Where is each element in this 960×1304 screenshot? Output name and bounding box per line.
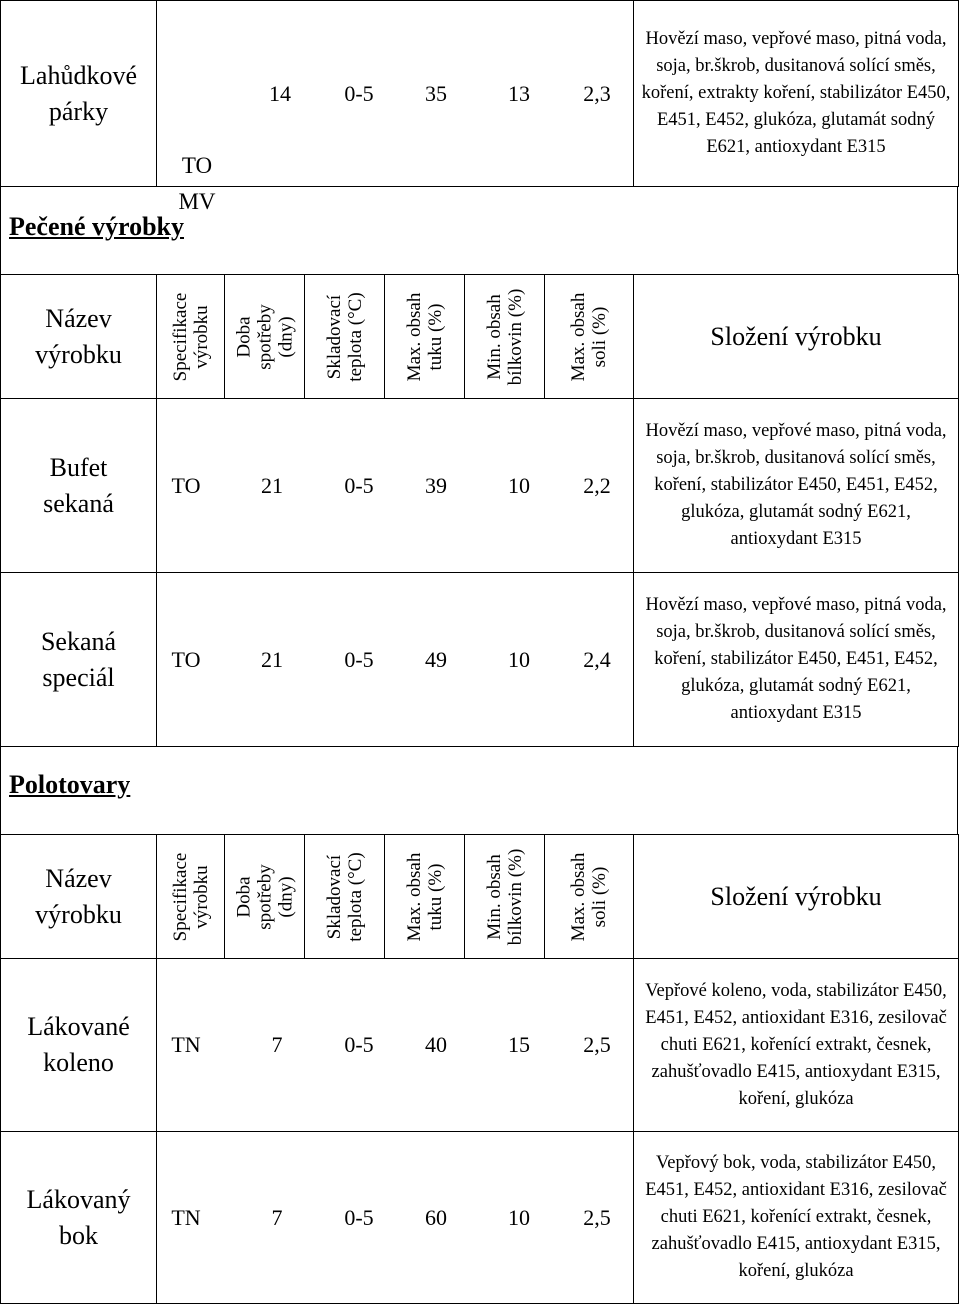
header-spec-line1: Specifikace bbox=[169, 292, 191, 381]
composition-cell: Hovězí maso, vepřové maso, pitná voda, soja, br.škrob, dusitanová solící směs, koření, stabilizátor E450, E451, E452, glukóza, glutamát sodný E621, antioxydant E315 bbox=[634, 573, 959, 747]
header-doba-line2: spotřeby bbox=[254, 303, 275, 370]
header-tuk-line2: tuku (%) bbox=[424, 863, 446, 931]
header-name-line1: Název bbox=[45, 863, 112, 893]
spec-value: TN bbox=[171, 1204, 201, 1230]
header-composition: Složení výrobku bbox=[634, 835, 959, 959]
product-name-line1: Lákované bbox=[27, 1012, 130, 1041]
product-name-line1: Bufet bbox=[49, 452, 108, 482]
header-spec-line2: výrobku bbox=[190, 304, 212, 369]
composition-cell: Vepřový bok, voda, stabilizátor E450, E451, E452, antioxidant E316, zesilovač chuti E621, kořenící extrakt, česnek, zahušťovadlo E415, antioxydant E315, koření, glukóza bbox=[634, 1132, 959, 1304]
storage-temp-value: 0-5 bbox=[344, 1032, 374, 1057]
header-row bbox=[1, 835, 959, 959]
header-product-name bbox=[1, 835, 157, 959]
protein-value: 13 bbox=[508, 80, 530, 106]
table-row bbox=[1, 959, 959, 1132]
protein-value: 10 bbox=[508, 472, 530, 498]
spec-value: TO bbox=[171, 646, 201, 672]
composition-cell: Hovězí maso, vepřové maso, pitná voda, soja, br.škrob, dusitanová solící směs, koření, stabilizátor E450, E451, E452, glukóza, glutamát sodný E621, antioxydant E315 bbox=[634, 399, 959, 573]
header-sul-line1: Max. obsah bbox=[568, 292, 589, 381]
product-name-line2: párky bbox=[48, 96, 109, 126]
values-cell bbox=[157, 1132, 634, 1304]
header-storage-temp bbox=[305, 275, 385, 399]
storage-temp-value: 0-5 bbox=[344, 80, 374, 106]
header-tuk-line1: Max. obsah bbox=[403, 852, 425, 941]
table-row bbox=[1, 399, 959, 573]
header-name-line2: výrobku bbox=[35, 899, 122, 929]
header-tuk-line1: Max. obsah bbox=[403, 292, 425, 381]
header-product-name bbox=[1, 275, 157, 399]
spec-value-line2: MV bbox=[178, 188, 216, 214]
header-tepl-line2: teplota (°C) bbox=[344, 851, 366, 942]
header-doba-line3: (dny) bbox=[275, 315, 296, 358]
product-name-line2: speciál bbox=[42, 662, 115, 692]
spec-value: TN bbox=[171, 1032, 201, 1057]
header-bil-line1: Min. obsah bbox=[483, 853, 505, 940]
salt-value: 2,2 bbox=[583, 472, 611, 498]
header-doba-line2: spotřeby bbox=[254, 863, 275, 930]
shelf-life-value: 21 bbox=[261, 646, 283, 672]
header-tuk-line2: tuku (%) bbox=[424, 303, 446, 371]
salt-value: 2,5 bbox=[583, 1204, 611, 1230]
header-min-protein bbox=[465, 835, 545, 959]
header-spec-line1: Specifikace bbox=[169, 852, 191, 941]
shelf-life-value: 14 bbox=[269, 80, 291, 106]
header-max-fat bbox=[385, 275, 465, 399]
fat-value: 35 bbox=[425, 80, 447, 106]
header-max-salt bbox=[545, 275, 634, 399]
protein-value: 10 bbox=[508, 646, 530, 672]
header-shelf-life bbox=[225, 835, 305, 959]
product-name-cell bbox=[1, 573, 157, 747]
header-doba-line1: Doba bbox=[233, 875, 254, 918]
header-name-line1: Název bbox=[45, 303, 112, 333]
protein-value: 15 bbox=[508, 1032, 530, 1057]
shelf-life-value: 21 bbox=[261, 472, 283, 498]
storage-temp-value: 0-5 bbox=[344, 646, 374, 672]
product-name-cell bbox=[1, 1132, 157, 1304]
header-doba-line1: Doba bbox=[233, 315, 254, 358]
header-specification bbox=[157, 835, 225, 959]
header-max-fat bbox=[385, 835, 465, 959]
salt-value: 2,4 bbox=[583, 646, 611, 672]
composition-cell: Vepřové koleno, voda, stabilizátor E450, E451, E452, antioxidant E316, zesilovač chuti E621, kořenící extrakt, česnek, zahušťovadlo E415, antioxydant E315, koření, glukóza bbox=[634, 959, 959, 1132]
salt-value: 2,5 bbox=[583, 1032, 611, 1057]
header-spec-line2: výrobku bbox=[190, 864, 212, 929]
product-name-line1: Sekaná bbox=[40, 626, 117, 656]
section-title-text: Polotovary bbox=[9, 770, 131, 799]
section-title-semi-finished bbox=[0, 746, 958, 834]
header-tepl-line2: teplota (°C) bbox=[344, 291, 366, 382]
fat-value: 39 bbox=[425, 472, 447, 498]
table-row bbox=[1, 1, 959, 187]
table-continuation bbox=[0, 0, 959, 214]
product-name-line1: Lákovaný bbox=[26, 1184, 131, 1214]
values-cell bbox=[157, 573, 634, 747]
product-name-line2: koleno bbox=[43, 1048, 114, 1077]
header-doba-line3: (dny) bbox=[275, 875, 296, 918]
header-specification bbox=[157, 275, 225, 399]
spec-value-line1: TO bbox=[181, 152, 213, 178]
storage-temp-value: 0-5 bbox=[344, 1204, 374, 1230]
header-bil-line2: bílkovin (%) bbox=[504, 288, 526, 385]
spec-value: TO bbox=[171, 472, 201, 498]
fat-value: 60 bbox=[425, 1204, 447, 1230]
header-sul-line2: soli (%) bbox=[589, 866, 610, 927]
table-semi-finished-products bbox=[0, 834, 959, 1304]
header-bil-line1: Min. obsah bbox=[483, 293, 505, 380]
header-max-salt bbox=[545, 835, 634, 959]
product-name-line1: Lahůdkové bbox=[20, 60, 137, 90]
header-row bbox=[1, 275, 959, 399]
fat-value: 49 bbox=[425, 646, 447, 672]
protein-value: 10 bbox=[508, 1204, 530, 1230]
table-baked-products bbox=[0, 274, 959, 747]
values-cell bbox=[157, 959, 634, 1132]
header-storage-temp bbox=[305, 835, 385, 959]
product-name-line2: sekaná bbox=[43, 488, 114, 518]
section-title-baked bbox=[0, 186, 958, 274]
section-title-text: Pečené výrobky bbox=[9, 212, 184, 241]
fat-value: 40 bbox=[425, 1032, 447, 1057]
table-row bbox=[1, 1132, 959, 1304]
storage-temp-value: 0-5 bbox=[344, 472, 374, 498]
composition-cell: Hovězí maso, vepřové maso, pitná voda, soja, br.škrob, dusitanová solící směs, koření, extrakty koření, stabilizátor E450, E451, E452, glukóza, glutamát sodný E621, antioxydant E315 bbox=[634, 1, 959, 187]
product-name-cell bbox=[1, 959, 157, 1132]
header-min-protein bbox=[465, 275, 545, 399]
header-name-line2: výrobku bbox=[35, 339, 122, 369]
header-sul-line2: soli (%) bbox=[589, 306, 610, 367]
header-bil-line2: bílkovin (%) bbox=[504, 848, 526, 945]
header-sul-line1: Max. obsah bbox=[568, 852, 589, 941]
header-tepl-line1: Skladovací bbox=[323, 294, 345, 379]
product-name-cell bbox=[1, 1, 157, 187]
shelf-life-value: 7 bbox=[271, 1032, 283, 1057]
product-name-cell bbox=[1, 399, 157, 573]
table-row bbox=[1, 573, 959, 747]
header-tepl-line1: Skladovací bbox=[323, 854, 345, 939]
values-cell bbox=[157, 1, 634, 214]
header-composition: Složení výrobku bbox=[634, 275, 959, 399]
header-shelf-life bbox=[225, 275, 305, 399]
salt-value: 2,3 bbox=[583, 80, 611, 106]
values-cell bbox=[157, 399, 634, 573]
shelf-life-value: 7 bbox=[271, 1204, 283, 1230]
product-name-line2: bok bbox=[59, 1220, 98, 1250]
